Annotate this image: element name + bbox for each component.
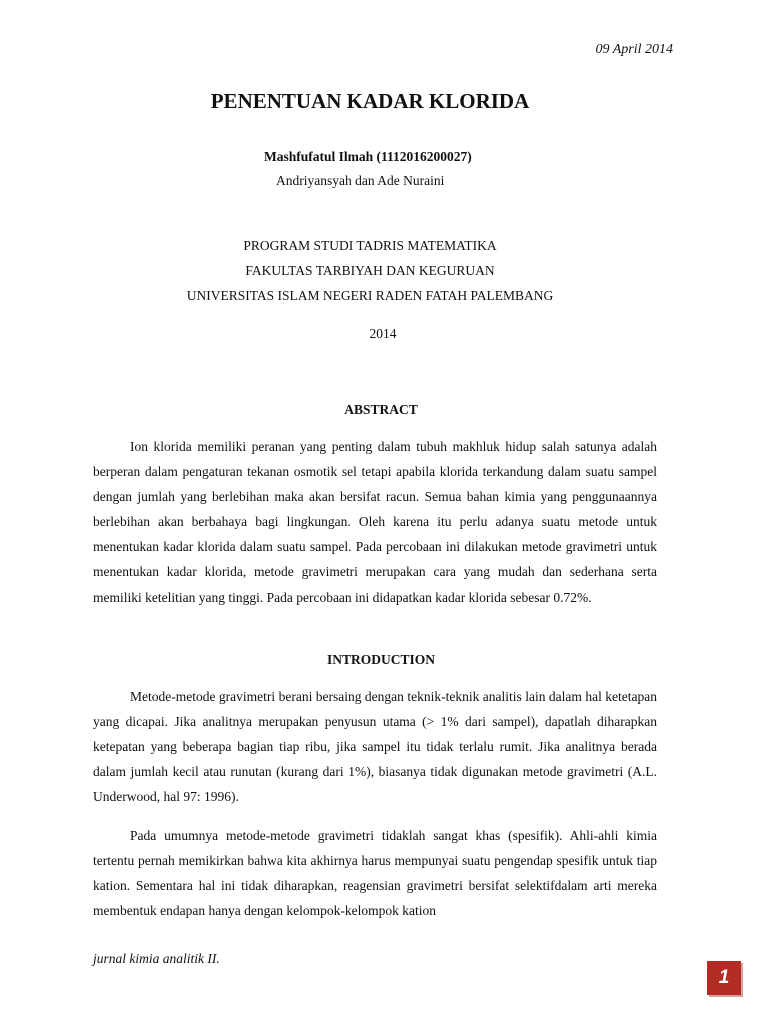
- paper-title: PENENTUAN KADAR KLORIDA: [210, 89, 530, 113]
- header-date: 09 April 2014: [595, 42, 673, 57]
- publication-year: 2014: [369, 326, 397, 341]
- introduction-heading: INTRODUCTION: [326, 652, 435, 667]
- institution-program: PROGRAM STUDI TADRIS MATEMATIKA: [243, 238, 497, 253]
- footer-journal-name: jurnal kimia analitik II.: [93, 951, 220, 966]
- co-authors: Andriyansyah dan Ade Nuraini: [276, 173, 445, 188]
- introduction-paragraph-2: Pada umumnya metode-metode gravimetri tidaklah sangat khas (spesifik). Ahli-ahli kimia tertentu pernah memikirkan bahwa kita akhirnya harus mempunyai suatu pengendap spesifik untuk tiap kation. Sementara hal ini tidak diharapkan, reagensian gravimetri bersifat selektifdalam arti mereka membentuk endapan hanya dengan kelompok-kelompok kation: [93, 828, 657, 919]
- page-number-badge: 1: [707, 961, 741, 995]
- main-author: Mashfufatul Ilmah (1112016200027): [264, 149, 472, 164]
- institution-university: UNIVERSITAS ISLAM NEGERI RADEN FATAH PALEMBANG: [186, 288, 554, 303]
- abstract-heading: ABSTRACT: [344, 402, 418, 417]
- abstract-paragraph: Ion klorida memiliki peranan yang penting dalam tubuh makhluk hidup salah satunya adalah berperan dalam pengaturan tekanan osmotik sel tetapi apabila klorida terkandung dalam suatu sampel dengan jumlah yang berlebihan maka akan bersifat racun. Semua bahan kimia yang penggunaannya berlebihan akan berbahaya bagi lingkungan. Oleh karena itu perlu adanya suatu metode untuk menentukan kadar klorida dalam suatu sampel. Pada percobaan ini dilakukan metode gravimetri untuk menentukan kadar klorida, metode gravimetri merupakan cara yang mudah dan sederhana serta memiliki ketelitian yang tinggi. Pada percobaan ini didapatkan kadar klorida sebesar 0.72%.: [93, 439, 657, 605]
- institution-faculty: FAKULTAS TARBIYAH DAN KEGURUAN: [245, 263, 495, 278]
- introduction-paragraph-1: Metode-metode gravimetri berani bersaing dengan teknik-teknik analitis lain dalam hal ketetapan yang dicapai. Jika analitnya merupakan penyusun utama (> 1% dari sampel), dapatlah diharapkan ketepatan yang beberapa bagian tiap ribu, jika sampel itu tidak terlalu rumit. Jika analitnya berada dalam jumlah kecil atau runutan (kurang dari 1%), biasanya tidak digunakan metode gravimetri (A.L. Underwood, hal 97: 1996).: [93, 689, 657, 805]
